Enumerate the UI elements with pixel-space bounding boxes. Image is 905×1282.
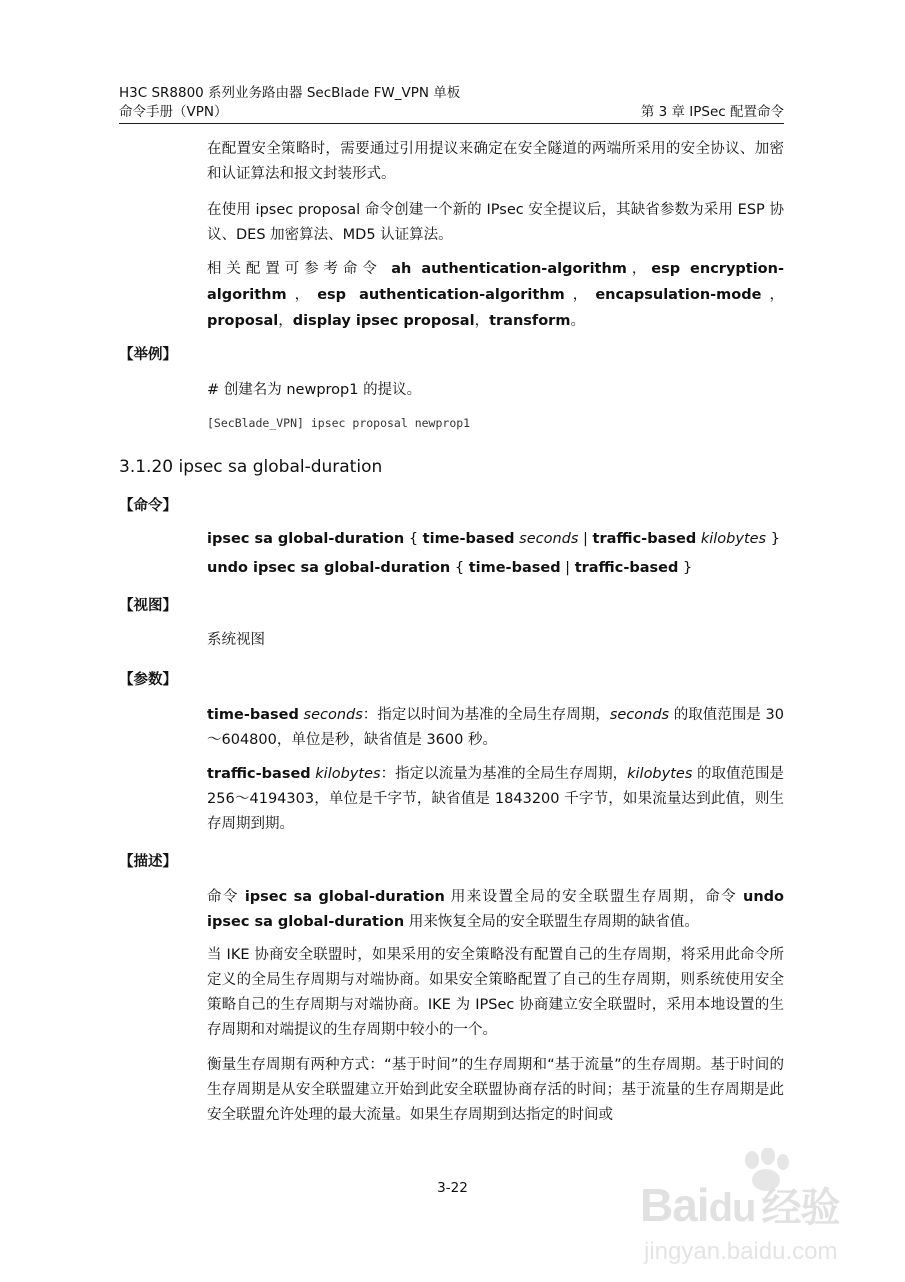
- baidu-jingyan-watermark: [640, 1148, 870, 1278]
- cmd-ref: ah authentication-algorithm: [391, 261, 627, 277]
- cmd-ref: display ipsec proposal: [292, 313, 475, 329]
- page-number: 3-22: [437, 1180, 468, 1196]
- intro-paragraph-1: 在配置安全策略时，需要通过引用提议来确定在安全隧道的两端所采用的安全协议、加密和认证算法和报文封装形式。: [207, 141, 784, 182]
- command-syntax-line-2: undo ipsec sa global-duration { time-based | traffic-based }: [207, 560, 693, 576]
- example-comment: # 创建名为 newprop1 的提议。: [207, 382, 422, 398]
- description-paragraph-3: 衡量生存周期有两种方式：“基于时间”的生存周期和“基于流量”的生存周期。基于时间的生存周期是从安全联盟建立开始到此安全联盟协商存活的时间；基于流量的生存周期是此安全联盟允许处理的最大流量。如果生存周期到达指定的时间或: [207, 1057, 784, 1123]
- cmd-ref: esp encryption-algorithm: [207, 261, 784, 303]
- params-heading: 【参数】: [119, 672, 177, 688]
- cmd-ref: transform: [489, 313, 571, 329]
- header-rule: [119, 123, 784, 124]
- intro-paragraph-2: 在使用 ipsec proposal 命令创建一个新的 IPsec 安全提议后，其缺省参数为采用 ESP 协议、DES 加密算法、MD5 认证算法。: [207, 202, 784, 243]
- description-heading: 【描述】: [119, 854, 177, 870]
- view-text: 系统视图: [207, 632, 265, 648]
- param-time-based: time-based seconds：指定以时间为基准的全局生存周期，seconds 的取值范围是 30～604800，单位是秒，缺省值是 3600 秒。: [207, 707, 784, 748]
- description-paragraph-1: 命令 ipsec sa global-duration 用来设置全局的安全联盟生存周期，命令 undo ipsec sa global-duration 用来恢复全局的安全联盟生存周期的缺省值。: [207, 889, 785, 930]
- header-doc-title: H3C SR8800 系列业务路由器 SecBlade FW_VPN 单板: [119, 85, 461, 101]
- header-chapter: 第 3 章 IPSec 配置命令: [640, 104, 784, 120]
- header-manual-name: 命令手册（VPN）: [119, 104, 228, 120]
- cmd-ref: encapsulation-mode: [595, 287, 762, 303]
- example-heading: 【举例】: [119, 347, 177, 363]
- command-syntax-line-1: ipsec sa global-duration { time-based seconds | traffic-based kilobytes }: [207, 531, 780, 547]
- cmd-ref: proposal: [207, 313, 279, 329]
- section-title: 3.1.20 ipsec sa global-duration: [119, 457, 383, 477]
- view-heading: 【视图】: [119, 598, 177, 614]
- example-code: [SecBlade_VPN] ipsec proposal newprop1: [207, 416, 471, 430]
- watermark-url: jingyan.baidu.com: [644, 1238, 838, 1265]
- cmd-ref: esp authentication-algorithm: [317, 287, 565, 303]
- command-heading: 【命令】: [119, 498, 177, 514]
- description-paragraph-2: 当 IKE 协商安全联盟时，如果采用的安全策略没有配置自己的生存周期，将采用此命令所定义的全局生存周期与对端协商。如果安全策略配置了自己的生存周期，则系统使用安全策略自己的生存周期与对端协商。IKE 为 IPSec 协商建立安全联盟时，采用本地设置的生存周期和对端提议的生存周期中较小的一个。: [207, 947, 784, 1038]
- intro-paragraph-3: 相关配置可参考命令 ah authentication-algorithm，esp encryption-algorithm，esp authentication-algorithm，encapsulation-mode，proposal，display ipsec proposal，transform。: [207, 261, 785, 329]
- param-traffic-based: traffic-based kilobytes：指定以流量为基准的全局生存周期，kilobytes 的取值范围是 256～4194303，单位是千字节，缺省值是 1843200 千字节，如果流量达到此值，则生存周期到期。: [207, 766, 785, 832]
- watermark-brand: Baidu 经验: [640, 1179, 840, 1231]
